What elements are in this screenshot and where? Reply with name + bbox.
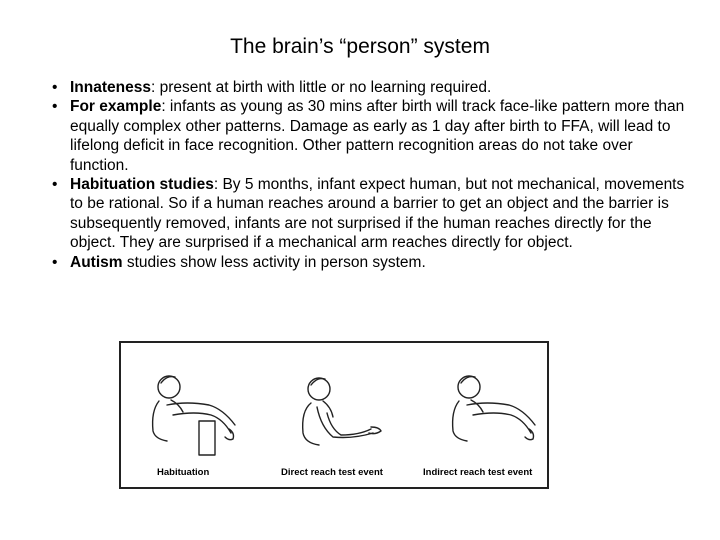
- person-arm-upper: [317, 407, 373, 438]
- person-back: [303, 403, 319, 445]
- habituation-figure: [119, 341, 549, 489]
- bullet-marker: •: [52, 176, 58, 194]
- bullet-marker: •: [52, 79, 58, 96]
- bullet-innateness: [52, 78, 692, 97]
- person-head: [158, 376, 180, 398]
- bullet-habituation-studies: [52, 175, 692, 253]
- habituation-panel-drawing: [153, 376, 235, 455]
- person-arm-lower: [173, 413, 231, 433]
- person-back: [453, 401, 467, 441]
- barrier: [199, 421, 215, 455]
- person-head: [308, 378, 330, 400]
- bullet-text: : By 5 months, infant expect human, but not mechanical, movements to be rational. So if a human reaches around a barrier to get an object and the barrier is subsequently removed, infants are not surprised if the human reaches directly for the object. They are surprised if a mechanical arm reaches directly for object.: [70, 176, 685, 252]
- person-back: [153, 401, 167, 441]
- bullet-for-example: [52, 97, 692, 175]
- bullet-text: : present at birth with little or no learning required.: [150, 79, 492, 96]
- direct-reach-panel-drawing: [303, 378, 381, 445]
- indirect-reach-panel-drawing: [453, 376, 535, 441]
- bullet-term: Innateness: [70, 79, 151, 96]
- bullet-term: Autism: [70, 253, 123, 271]
- person-neck: [171, 400, 183, 412]
- bullet-text: : infants as young as 30 mins after birth will track face-like pattern more than equally complex other patterns. Damage as early as 1 day after birth to FFA, will lead to lifelong deficit in face recognition. Other pattern recognition areas do not take over function.: [70, 98, 685, 174]
- bullet-term: Habituation studies: [70, 176, 214, 194]
- caption-habituation: Habituation: [157, 467, 210, 478]
- bullet-autism: [52, 253, 692, 272]
- caption-direct-reach: Direct reach test event: [281, 467, 383, 478]
- person-arm-lower: [473, 413, 531, 433]
- bullet-marker: •: [52, 98, 58, 116]
- bullet-term: For example: [70, 98, 162, 116]
- figure-illustration: [121, 343, 547, 487]
- bullet-list: [52, 78, 692, 272]
- person-head: [458, 376, 480, 398]
- person-arm-lower: [327, 413, 371, 435]
- person-hand: [369, 427, 381, 434]
- bullet-text: studies show less activity in person system.: [122, 253, 426, 271]
- caption-indirect-reach: Indirect reach test event: [423, 467, 533, 478]
- bullet-marker: •: [52, 253, 58, 271]
- person-neck: [471, 400, 483, 412]
- slide-title: The brain’s “person” system: [230, 35, 490, 58]
